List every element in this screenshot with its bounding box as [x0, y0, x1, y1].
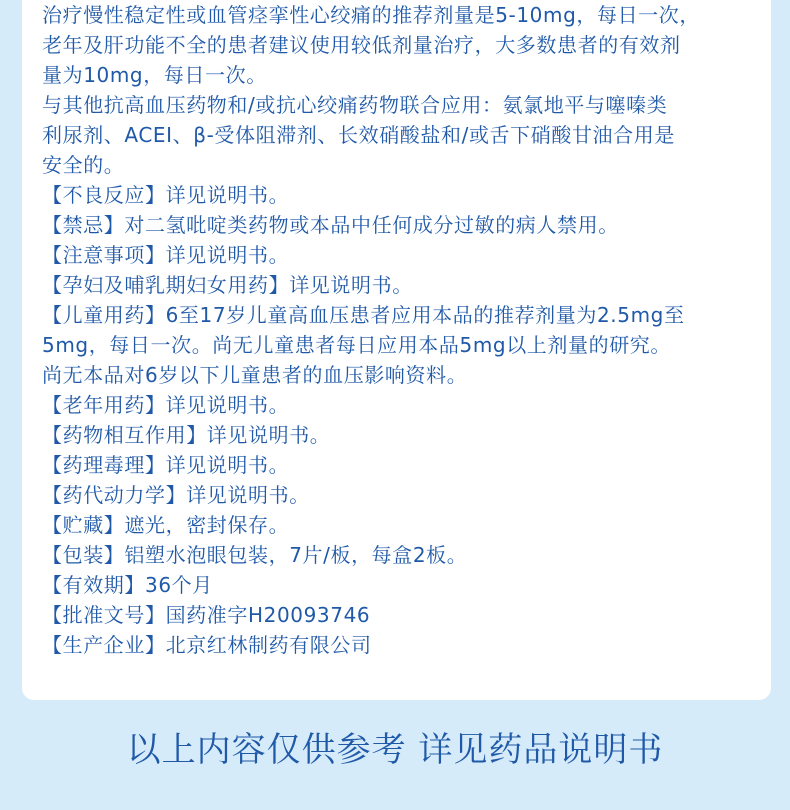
drug-instructions-text [42, 0, 770, 660]
contraindications-line: 【禁忌】对二氢吡啶类药物或本品中任何成分过敏的病人禁用。 [42, 213, 619, 237]
pregnancy-lactation-line: 【孕妇及哺乳期妇女用药】详见说明书。 [42, 273, 413, 297]
text-line: 安全的。 [42, 153, 125, 177]
precautions-line: 【注意事项】详见说明书。 [42, 243, 290, 267]
pediatric-use-line: 【儿童用药】6至17岁儿童高血压患者应用本品的推荐剂量为2.5mg至 [42, 303, 685, 327]
adverse-reactions-line: 【不良反应】详见说明书。 [42, 183, 290, 207]
text-line: 老年及肝功能不全的患者建议使用较低剂量治疗，大多数患者的有效剂 [42, 33, 681, 57]
text-line: 治疗慢性稳定性或血管痉挛性心绞痛的推荐剂量是5-10mg，每日一次， [42, 3, 700, 27]
text-line: 利尿剂、ACEI、β-受体阻滞剂、长效硝酸盐和/或舌下硝酸甘油合用是 [42, 123, 675, 147]
pediatric-use-line: 尚无本品对6岁以下儿童患者的血压影响资料。 [42, 363, 468, 387]
pharmacokinetics-line: 【药代动力学】详见说明书。 [42, 483, 310, 507]
footer-disclaimer: 以上内容仅供参考 详见药品说明书 [126, 730, 664, 770]
pharmacology-toxicology-line: 【药理毒理】详见说明书。 [42, 453, 290, 477]
pediatric-use-line: 5mg，每日一次。尚无儿童患者每日应用本品5mg以上剂量的研究。 [42, 333, 672, 357]
packaging-line: 【包装】铝塑水泡眼包装，7片/板，每盒2板。 [42, 543, 468, 567]
text-line: 量为10mg，每日一次。 [42, 63, 267, 87]
storage-line: 【贮藏】遮光，密封保存。 [42, 513, 290, 537]
text-line: 与其他抗高血压药物和/或抗心绞痛药物联合应用：氨氯地平与噻嗪类 [42, 93, 668, 117]
geriatric-use-line: 【老年用药】详见说明书。 [42, 393, 290, 417]
drug-interactions-line: 【药物相互作用】详见说明书。 [42, 423, 331, 447]
manufacturer-line: 【生产企业】北京红林制药有限公司 [42, 633, 372, 657]
shelf-life-line: 【有效期】36个月 [42, 573, 213, 597]
approval-number-line: 【批准文号】国药准字H20093746 [42, 603, 371, 627]
